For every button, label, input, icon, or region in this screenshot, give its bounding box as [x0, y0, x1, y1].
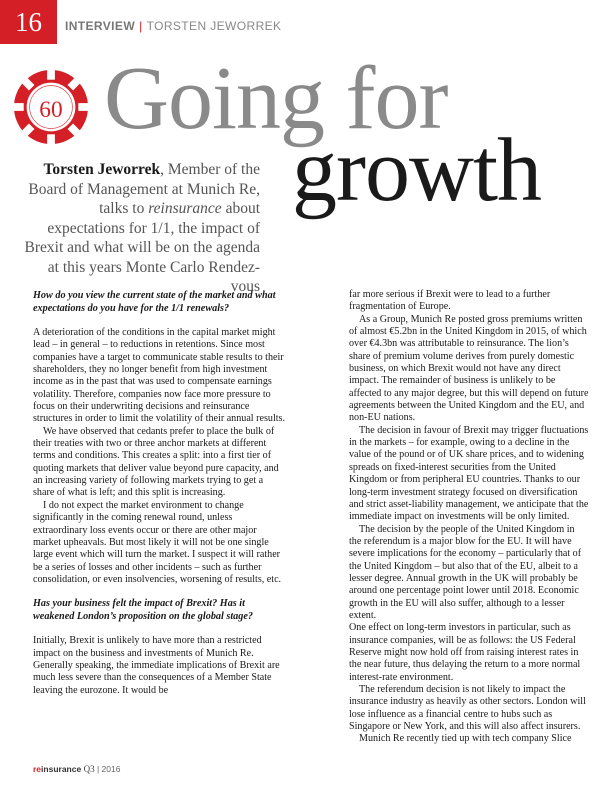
anniversary-chip-badge: [12, 68, 90, 146]
magazine-name: reinsurance: [148, 200, 222, 217]
answer-paragraph: Munich Re recently tied up with tech company Slice: [359, 733, 572, 745]
standfirst-text-1: , Member of the Board of Management at Munich Re, talks to: [28, 161, 260, 217]
answer-paragraph: A deterioration of the conditions in the capital market might lead – in general – to reductions in retentions. Since most companies have a target to communicate stable results to their shareholders, they no longer benefit from high investment income as in the past that was used to compensate earnings volatility. Therefore, companies now face more pressure to focus on their underwriting decisions and reinsurance structures in order to limit the volatility of their annual results.: [33, 327, 286, 425]
answer-paragraph: far more serious if Brexit were to lead to a further fragmentation of Europe.: [349, 289, 551, 313]
answer-paragraph: The decision in favour of Brexit may trigger fluctuations in the markets – for example, owing to a decline in the value of the pound or of UK share prices, and to widening spreads on fixed-interest securities from the United Kingdom or from peripheral EU countries. Thanks to our long-term investment strategy focused on diversification and strict asset-liability management, we anticipate that the immediate impact on investments will be only limited.: [349, 424, 589, 523]
section-header: [65, 19, 281, 33]
headline-line-2: growth: [292, 121, 541, 220]
question-2: Has your business felt the impact of Brexit? Has it weakened London’s proposition on the global stage?: [33, 598, 253, 622]
answer-paragraph: Initially, Brexit is unlikely to have more than a restricted impact on the business and investments of Munich Re. Generally speaking, the immediate implications of Brexit are much less severe than the consequences of a Member State leaving the eurozone. It would be: [33, 635, 280, 696]
answer-paragraph: The decision by the people of the United Kingdom in the referendum is a major blow for the EU. It will have severe implications for the economy – particularly that of the United Kingdom – but also that of the EU, albeit to a lesser degree. Annual growth in the UK will probably be around one percentage point lower until 2018. Economic growth in the EU will also suffer, although to a lesser extent.: [349, 523, 582, 621]
footer-logo-insurance: insurance: [41, 764, 82, 774]
interviewee-name: Torsten Jeworrek: [43, 161, 161, 178]
article-column-right: [349, 289, 589, 746]
headline-line-1: Going for: [104, 49, 448, 148]
question-1: How do you view the current state of the market and what expectations do you have for the 1/1 renewals?: [33, 290, 276, 314]
answer-paragraph: The referendum decision is not likely to impact the insurance industry as heavily as other sectors. London will lose influence as a financial centre to hubs such as Singapore or New York, and this will also affect insurers.: [349, 684, 586, 733]
header-separator: |: [139, 19, 143, 33]
page-footer: [33, 764, 120, 774]
standfirst: [20, 160, 260, 297]
standfirst-text-2: about expectations for 1/1, the impact of Brexit and what will be on the agenda at this years Monte Carlo Rendez-vous: [24, 200, 260, 295]
answer-paragraph: I do not expect the market environment to change significantly in the coming renewal round, unless extraordinary loss events occur or there are other major market upheavals. But most likely it will not be one single large event which will turn the market. I suspect it will rather be a series of losses and other incidents – such as further consolidation, or even insolvencies, worsening of results, etc.: [33, 499, 282, 585]
answer-paragraph: We have observed that cedants prefer to place the bulk of their treaties with two or three anchor markets at different terms and conditions. This creates a split: into a first tier of quoting markets that deliver value beyond pure capacity, and an increasing variety of following markets trying to get a share of what is left; and this split is increasing.: [33, 425, 279, 499]
footer-logo-re: re: [33, 764, 42, 774]
header-subject: TORSTEN JEWORREK: [146, 19, 282, 33]
section-label: INTERVIEW: [65, 19, 136, 33]
answer-paragraph: One effect on long-term investors in particular, such as insurance companies, will be as follows: the US Federal Reserve might now hold off from raising interest rates in the near future, thus delaying the return to a more normal interest-rate environment.: [349, 622, 581, 683]
footer-year: 2016: [101, 764, 121, 774]
article-column-left: [33, 290, 285, 697]
footer-issue: Q3: [83, 764, 95, 774]
footer-separator: |: [96, 764, 100, 774]
answer-paragraph: As a Group, Munich Re posted gross premiums written of almost €5.2bn in the United Kingdom in 2015, of which over €4.3bn was attributable to reinsurance. The lion’s share of premium volume derives from purely domestic business, on which Brexit would not have any direct impact. The remainder of business is unlikely to be affected to any major degree, but this will depend on future agreements between the United Kingdom and the EU, and non-EU nations.: [349, 313, 589, 424]
badge-number: 60: [39, 96, 63, 123]
page-number: 16: [0, 0, 57, 44]
